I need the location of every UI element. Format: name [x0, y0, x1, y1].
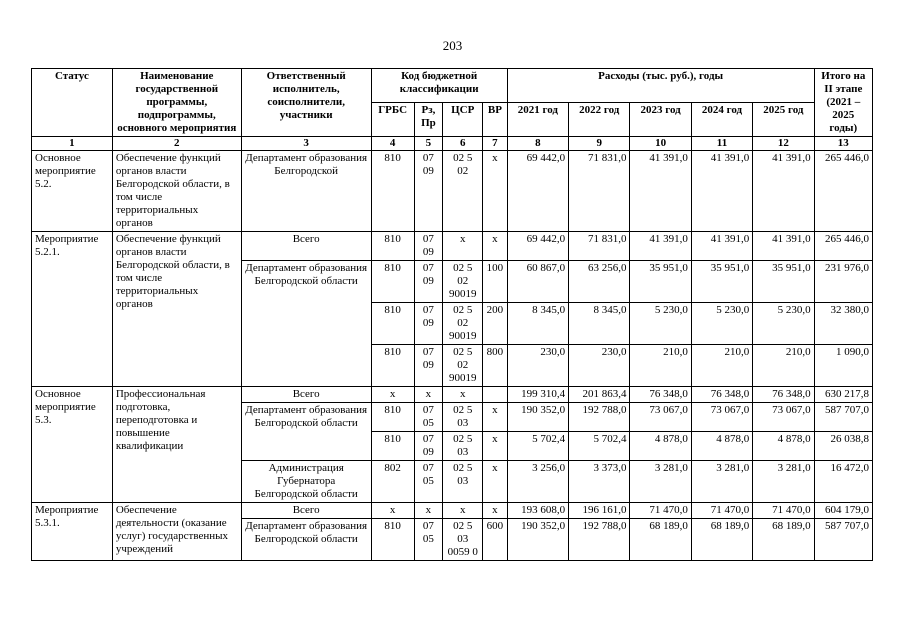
table-cell: Мероприятие 5.3.1.: [32, 503, 113, 561]
table-cell: 41 391,0: [630, 232, 691, 261]
table-cell: 4 878,0: [630, 432, 691, 461]
table-cell: 604 179,0: [814, 503, 872, 519]
table-row: [32, 151, 873, 232]
table-cell: 3 281,0: [691, 461, 752, 503]
table-cell: Департамент образования Белгородской области: [241, 261, 371, 387]
table-cell: 5 230,0: [753, 303, 814, 345]
table-cell: 810: [371, 432, 414, 461]
table-cell: 199 310,4: [507, 387, 568, 403]
table-cell: 810: [371, 345, 414, 387]
table-cell: 41 391,0: [630, 151, 691, 232]
table-cell: 193 608,0: [507, 503, 568, 519]
table-cell: 230,0: [569, 345, 630, 387]
table-cell: Департамент образования Белгородской: [241, 151, 371, 232]
table-cell: 02 5 03: [443, 403, 483, 432]
table-cell: 4 878,0: [691, 432, 752, 461]
table-cell: 1 090,0: [814, 345, 872, 387]
table-cell: 41 391,0: [691, 232, 752, 261]
header-2021: 2021 год: [507, 103, 568, 137]
table-cell: 3 256,0: [507, 461, 568, 503]
table-cell: Обеспечение функций органов власти Белгородской области, в том числе территориальных органов: [112, 151, 241, 232]
column-number: 10: [630, 137, 691, 151]
table-cell: 73 067,0: [691, 403, 752, 432]
table-cell: 07 09: [414, 345, 443, 387]
header-total: Итого на II этапе (2021 – 2025 годы): [814, 69, 872, 137]
table-cell: 8 345,0: [569, 303, 630, 345]
table-cell: Профессиональная подготовка, переподготовка и повышение квалификации: [112, 387, 241, 503]
table-cell: 810: [371, 403, 414, 432]
table-cell: х: [443, 387, 483, 403]
table-cell: 192 788,0: [569, 519, 630, 561]
header-rzpr: Рз, Пр: [414, 103, 443, 137]
table-cell: х: [443, 503, 483, 519]
header-csr: ЦСР: [443, 103, 483, 137]
table-cell: 26 038,8: [814, 432, 872, 461]
table-cell: 8 345,0: [507, 303, 568, 345]
column-number: 1: [32, 137, 113, 151]
header-grbs: ГРБС: [371, 103, 414, 137]
table-cell: Мероприятие 5.2.1.: [32, 232, 113, 387]
table-cell: 810: [371, 303, 414, 345]
table-cell: Всего: [241, 387, 371, 403]
table-cell: 3 281,0: [753, 461, 814, 503]
table-cell: 32 380,0: [814, 303, 872, 345]
table-cell: Обеспечение деятельности (оказание услуг) государственных учреждений: [112, 503, 241, 561]
table-cell: 192 788,0: [569, 403, 630, 432]
budget-table: [31, 68, 873, 561]
column-number: 5: [414, 137, 443, 151]
table-cell: 02 5 03 0059 0: [443, 519, 483, 561]
table-cell: 73 067,0: [753, 403, 814, 432]
table-cell: 265 446,0: [814, 151, 872, 232]
table-cell: х: [443, 232, 483, 261]
header-name: Наименование государственной программы, подпрограммы, основного мероприятия: [112, 69, 241, 137]
column-number: 8: [507, 137, 568, 151]
table-cell: 210,0: [753, 345, 814, 387]
column-number: 3: [241, 137, 371, 151]
table-cell: 07 05: [414, 403, 443, 432]
table-header: [32, 69, 873, 151]
table-cell: 35 951,0: [630, 261, 691, 303]
table-cell: х: [414, 387, 443, 403]
table-cell: 190 352,0: [507, 519, 568, 561]
table-cell: 190 352,0: [507, 403, 568, 432]
table-cell: 71 831,0: [569, 232, 630, 261]
column-number: 4: [371, 137, 414, 151]
table-cell: 201 863,4: [569, 387, 630, 403]
table-cell: 07 09: [414, 261, 443, 303]
table-cell: Всего: [241, 503, 371, 519]
table-cell: Департамент образования Белгородской области: [241, 403, 371, 461]
table-cell: 07 09: [414, 151, 443, 232]
table-cell: 600: [483, 519, 508, 561]
table-cell: 41 391,0: [691, 151, 752, 232]
header-2024: 2024 год: [691, 103, 752, 137]
table-cell: х: [483, 151, 508, 232]
table-cell: 76 348,0: [630, 387, 691, 403]
table-cell: 60 867,0: [507, 261, 568, 303]
table-cell: 630 217,8: [814, 387, 872, 403]
table-row: [32, 387, 873, 403]
header-row: [32, 69, 873, 103]
table-cell: х: [483, 232, 508, 261]
table-cell: 07 05: [414, 519, 443, 561]
table-cell: 587 707,0: [814, 403, 872, 432]
table-cell: 07 09: [414, 232, 443, 261]
table-cell: х: [483, 503, 508, 519]
table-cell: 07 05: [414, 461, 443, 503]
table-cell: 71 831,0: [569, 151, 630, 232]
table-cell: 02 5 02 90019: [443, 261, 483, 303]
table-cell: 810: [371, 519, 414, 561]
table-cell: 5 702,4: [507, 432, 568, 461]
table-cell: 265 446,0: [814, 232, 872, 261]
table-cell: 4 878,0: [753, 432, 814, 461]
table-cell: 68 189,0: [753, 519, 814, 561]
header-vr: ВР: [483, 103, 508, 137]
column-number-row: [32, 137, 873, 151]
page-number: 203: [442, 38, 463, 53]
table-cell: 76 348,0: [691, 387, 752, 403]
table-cell: 230,0: [507, 345, 568, 387]
table-cell: 35 951,0: [691, 261, 752, 303]
table-cell: 68 189,0: [691, 519, 752, 561]
column-number: 2: [112, 137, 241, 151]
table-cell: 200: [483, 303, 508, 345]
table-cell: 76 348,0: [753, 387, 814, 403]
table-cell: х: [483, 432, 508, 461]
table-cell: Основное мероприятие 5.3.: [32, 387, 113, 503]
column-number: 9: [569, 137, 630, 151]
table-cell: 69 442,0: [507, 232, 568, 261]
table-cell: 5 230,0: [691, 303, 752, 345]
table-cell: 71 470,0: [753, 503, 814, 519]
table-cell: 41 391,0: [753, 151, 814, 232]
table-cell: 3 373,0: [569, 461, 630, 503]
table-cell: 35 951,0: [753, 261, 814, 303]
table-cell: 02 5 03: [443, 461, 483, 503]
table-cell: х: [371, 503, 414, 519]
table-cell: 02 5 02 90019: [443, 345, 483, 387]
table-cell: 63 256,0: [569, 261, 630, 303]
table-cell: х: [371, 387, 414, 403]
table-cell: 5 702,4: [569, 432, 630, 461]
table-cell: Департамент образования Белгородской области: [241, 519, 371, 561]
table-cell: 73 067,0: [630, 403, 691, 432]
table-cell: 71 470,0: [630, 503, 691, 519]
table-cell: 231 976,0: [814, 261, 872, 303]
header-2025: 2025 год: [753, 103, 814, 137]
table-cell: 07 09: [414, 303, 443, 345]
column-number: 11: [691, 137, 752, 151]
table-cell: Администрация Губернатора Белгородской области: [241, 461, 371, 503]
table-body: [32, 151, 873, 561]
table-cell: 69 442,0: [507, 151, 568, 232]
table-row: [32, 232, 873, 261]
header-budget-code: Код бюджетной классификации: [371, 69, 507, 103]
table-cell: Всего: [241, 232, 371, 261]
header-2023: 2023 год: [630, 103, 691, 137]
column-number: 12: [753, 137, 814, 151]
table-cell: х: [483, 461, 508, 503]
table-cell: 210,0: [691, 345, 752, 387]
table-cell: х: [483, 403, 508, 432]
table-cell: 810: [371, 261, 414, 303]
table-cell: 02 5 03: [443, 432, 483, 461]
table-cell: 02 5 02 90019: [443, 303, 483, 345]
table-cell: 587 707,0: [814, 519, 872, 561]
header-status: Статус: [32, 69, 113, 137]
table-cell: 71 470,0: [691, 503, 752, 519]
table-cell: 68 189,0: [630, 519, 691, 561]
table-cell: 810: [371, 232, 414, 261]
table-cell: 802: [371, 461, 414, 503]
table-cell: 07 09: [414, 432, 443, 461]
table-cell: [483, 387, 508, 403]
table-row: [32, 503, 873, 519]
table-cell: 100: [483, 261, 508, 303]
table-cell: 210,0: [630, 345, 691, 387]
table-cell: х: [414, 503, 443, 519]
header-expenses: Расходы (тыс. руб.), годы: [507, 69, 814, 103]
table-cell: 41 391,0: [753, 232, 814, 261]
table-cell: 16 472,0: [814, 461, 872, 503]
header-responsible: Ответственный исполнитель, соисполнители, участники: [241, 69, 371, 137]
table-cell: 800: [483, 345, 508, 387]
table-cell: 810: [371, 151, 414, 232]
table-cell: 196 161,0: [569, 503, 630, 519]
table-cell: 02 5 02: [443, 151, 483, 232]
header-2022: 2022 год: [569, 103, 630, 137]
column-number: 7: [483, 137, 508, 151]
table-cell: Основное мероприятие 5.2.: [32, 151, 113, 232]
column-number: 6: [443, 137, 483, 151]
table-cell: 5 230,0: [630, 303, 691, 345]
table-cell: Обеспечение функций органов власти Белгородской области, в том числе территориальных органов: [112, 232, 241, 387]
table-cell: 3 281,0: [630, 461, 691, 503]
column-number: 13: [814, 137, 872, 151]
